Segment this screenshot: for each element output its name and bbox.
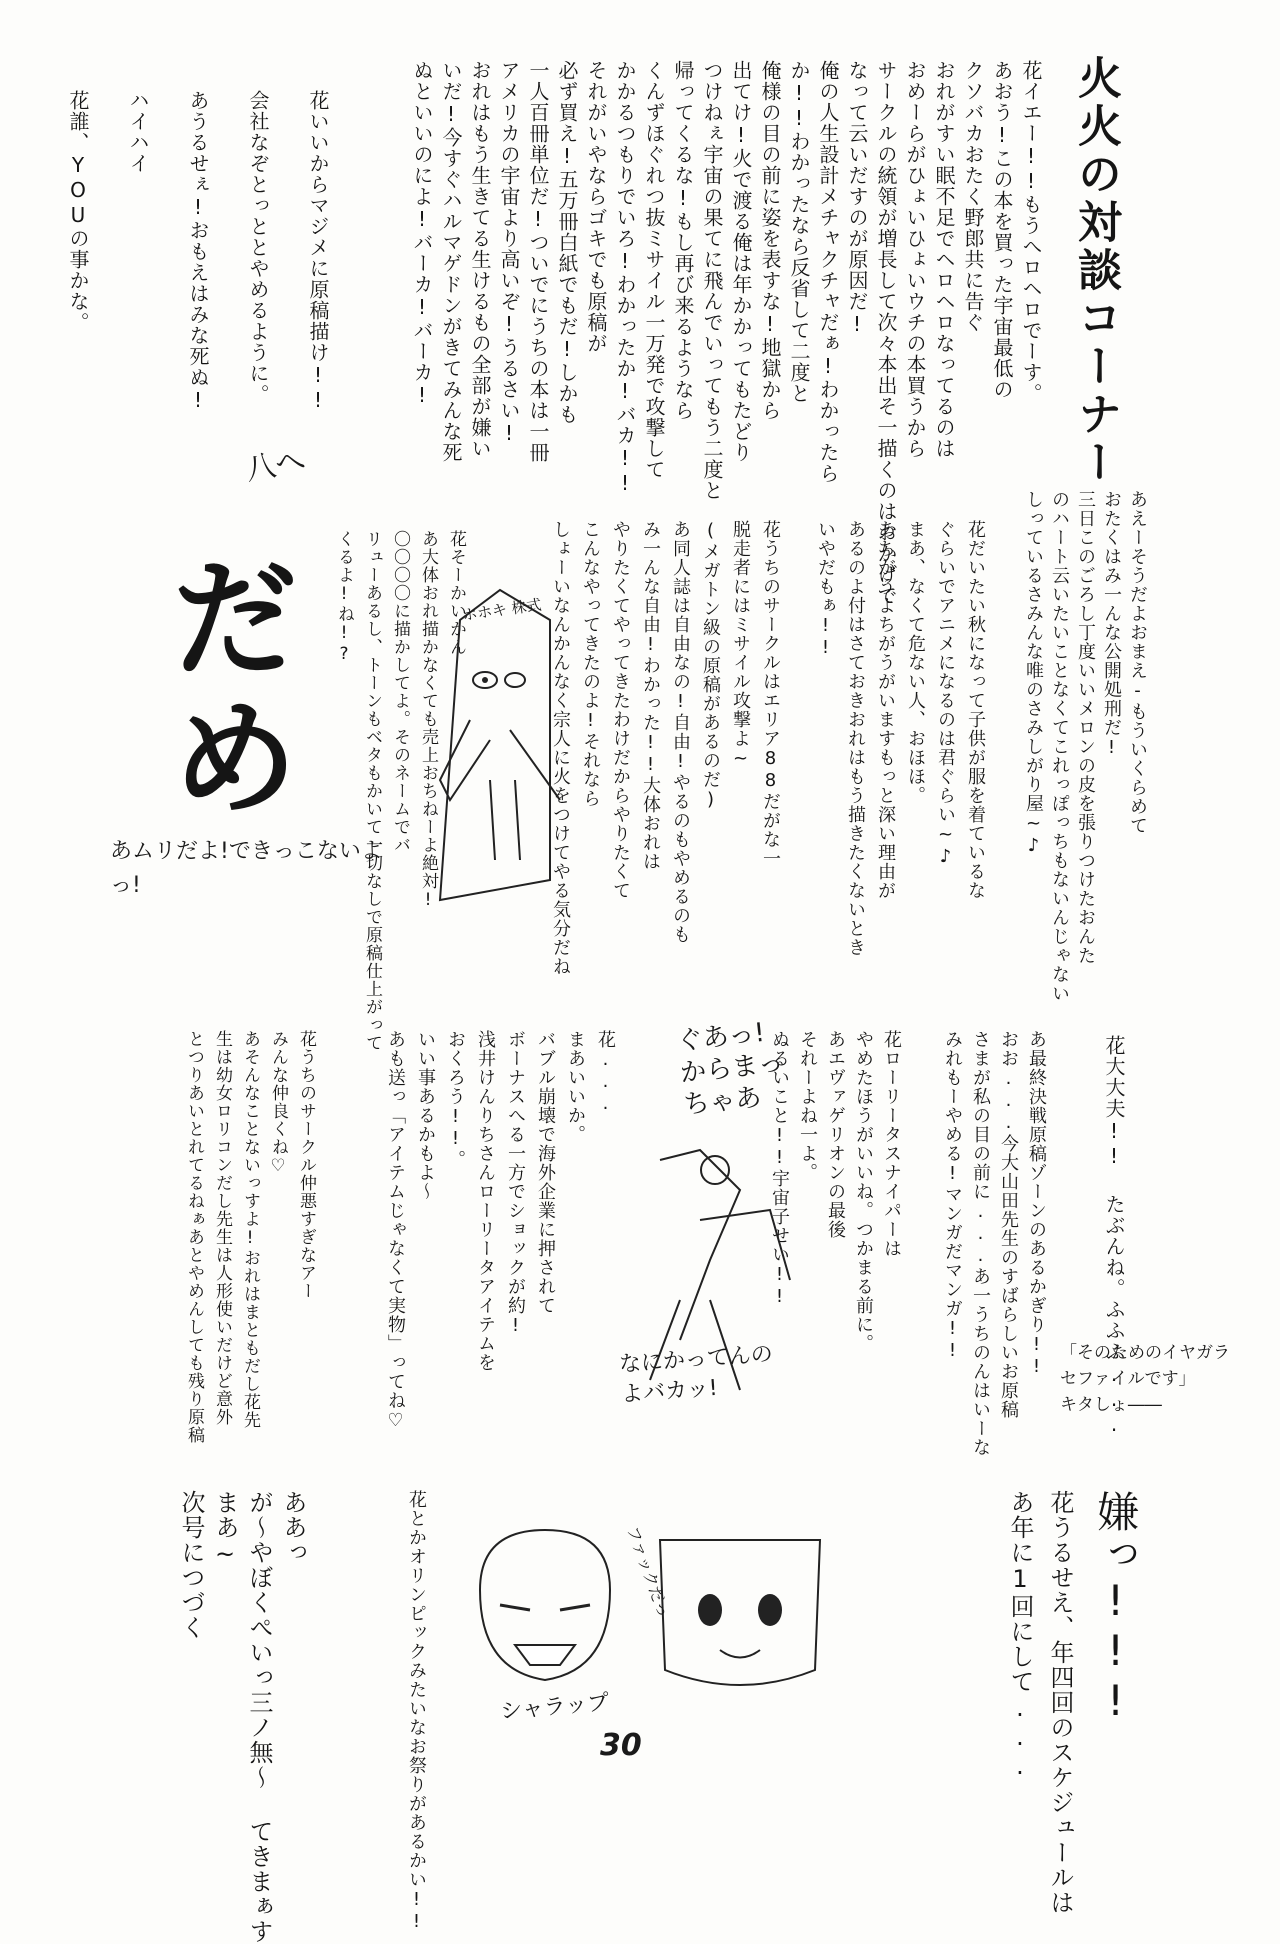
bottom-dialogue-3: 花ローリータスナイパーは やめたほうがいいね。つかまる前に。 あエヴァゲリオンの最後 それーよね一よ。 ぬるいこと!!宇宙子せい!! — [769, 1030, 902, 1353]
hooded-figure-illustration — [400, 580, 580, 940]
conversation-block-center: 花うちのサークルはエリア88だがな一 脱走者にはミサイル攻撃よ~ (メガトン級の原稿があるのだ) あ同人誌は自由なの!自由!やるのもやめるのも み一んな自由!わかった!!大体おれは やりたくてやってきたわけだからやりたくて こんなやってきたのよ!それなら しょーいなんかんなく宗人に火をつけてやる気分だね — [550, 520, 781, 976]
reply-text-block: 花いいからマジメに原稿描け!! 会社なぞとっととやめるように。 あうるせぇ!おもえはみな死ぬ! ハイハイ 花誰、YOUの事かな。 — [66, 90, 330, 413]
shout-label-2: シャラップ — [499, 1690, 611, 1725]
dame-reply: あムリだよ!できっこないよっ! — [110, 839, 383, 898]
bottom-right-dialogue: 花大大夫!! たぶんね。ふふふ... — [1102, 1035, 1126, 1437]
page-title: 火火の対談コーナー — [1070, 55, 1121, 487]
speech-bubble-top: ぐあっ!からまっちゃあ — [675, 1017, 786, 1121]
hat-label: ホホキ 株式 — [461, 595, 543, 625]
bottom-dialogue-7: 花とかオリンピックみたいなお祭りがあるかい!! — [406, 1490, 427, 1933]
harassment-note: 「そのためのイヤガラセファイルです」 キタしょ―― — [1060, 1343, 1230, 1415]
page-number: 30 — [600, 1728, 642, 1763]
dame-large-text: だめ — [149, 550, 301, 830]
bottom-dialogue-4: 花... まあいいか。 バブル崩壊で海外企業に押されて ボーナスへる一方でショックが約! 浅井けんりちさんローリータアイテムを おくろう!!。 いい事あるかもよ〜 あも送っ「アイテムじゃなくて実物」ってね♡ — [385, 1030, 616, 1432]
character-face-left — [460, 1510, 630, 1710]
conversation-block-left-center: 花そーかいかん あ大体おれ描かなくても売上おちねーよ絶対! 〇〇〇〇に描かしてよ。そのネームでバ リューあるし、トーンもベタもかいて一切なしで原稿仕上がって くるよ!ね!? — [334, 530, 466, 1052]
bottom-right-shout: 嫌っ!!! — [1091, 1490, 1140, 1726]
speech-bubble-bottom: なにかってんのよバカッ! — [618, 1341, 774, 1408]
bottom-right-dialogue-2: 花うるせえ、年四回のスケジュールは あ年に1回にして... — [1006, 1490, 1074, 1915]
conversation-block-right: あえーそうだよおまえ-もういくらめて おたくはみ一んな公開処刑だ! 三日このごろし丁度いいメロンの皮を張りつけたおんた のハート云いたいことなくてこれっぽっちもないんじゃない しっているさみんな唯のさみしがり屋~♪ — [1023, 490, 1148, 1003]
ah-scribble: 八へ — [243, 443, 309, 488]
shout-label: ファックだっ — [623, 1523, 674, 1621]
conversation-block-center-right: 花だいたい秋になって子供が服を着ているな ぐらいでアニメになるのは君ぐらい~♪ まあ、なくて危ない人、おほほ。 あちがうよちがうがいますもっと深い理由が あるのよ付はさておきおれはもう描きたくないとき いやだもぁ!! — [815, 520, 986, 957]
bottom-dialogue-5: 花うちのサークル仲悪すぎなアー みんな仲良くね♡ あそんなことないっすよ!おれはまともだし花先 生は幼女ロリコンだし先生は人形使いだけど意外 とつりあいとれてるねぁあとやめんしても残り原稿 — [184, 1030, 316, 1444]
rant-text-block: 花イエー!!もうへロヘロでーす。 あおう!この本を買った宇宙最低の クソバカおたく野郎共に告ぐ おれがすい眠不足でヘロヘロなってるのは おめーらがひょいひょいウチの本買うから サークルの統領が増長して次々本出そ一描くのはおかげで なって云いだすのが原因だ! 俺の人生設計メチャクチャだぁ!わかったら か!!わかったなら反省して二度と 俺様の目の前に姿を表すな!地獄から 出てけ!火で渡る俺は年かかってもたどり つけねぇ宇宙の果てに飛んでいってもう二度と 帰ってくるな!もし再び来るようなら くんずほぐれつ抜ミサイル一万発で攻撃して かかるつもりでいろ!わかったか!バカ!! それがいやならゴキでも原稿が 必ず買え!五万冊白紙でもだ!しかも 一人百冊単位だ!ついでにうちの本は一冊 アメリカの宇宙より高いぞ!うるさい! おれはもう生きてる生けるもの全部が嫌い いだ!今すぐハルマゲドンがきてみんな死 ぬといいのによ!バーカ!バーカ! — [410, 60, 1043, 606]
bottom-dialogue-2: あ最終決戦原稿ゾーンのあるかぎり!! おお...今大山田先生のすばらしいお原稿 さまが私の目の前に...あ一うちのんはいーな みれもーやめる!マンガだマンガ!! — [942, 1030, 1047, 1457]
bottom-dialogue-6: ああっ が〜やぼくぺいっ三ノ無〜 てきまぁす まあ~ 次号につづく — [177, 1490, 307, 1944]
